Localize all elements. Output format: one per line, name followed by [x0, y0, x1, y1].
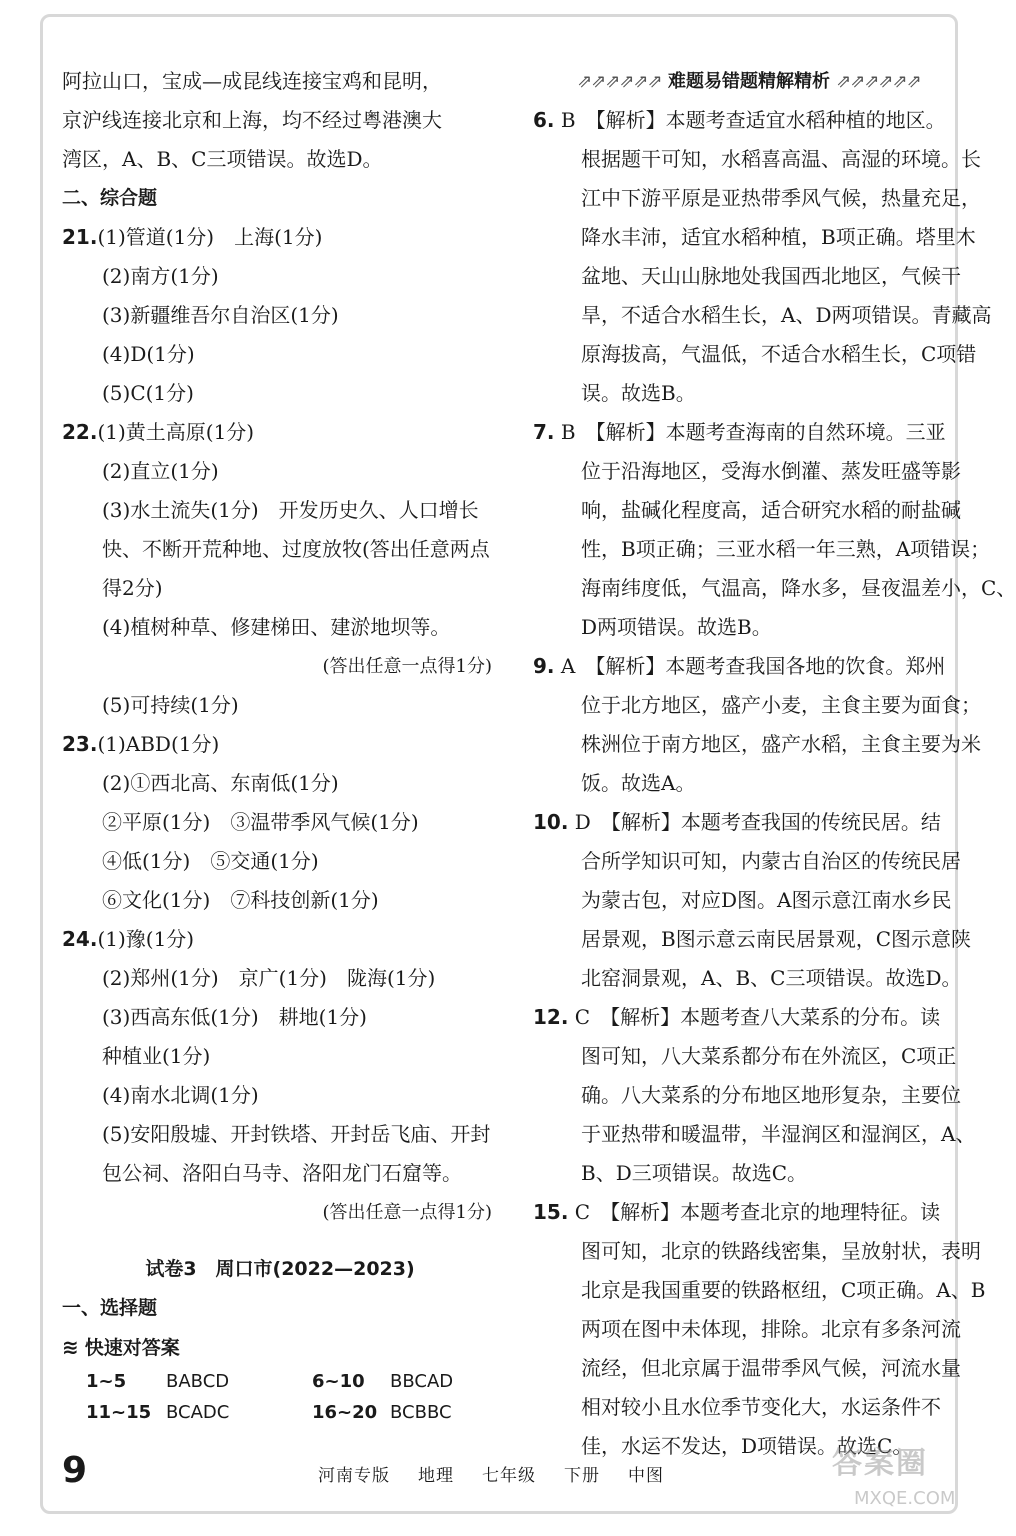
answer-range: 6~10 — [312, 1371, 365, 1392]
explanation-line: 饭。故选A。 — [581, 771, 696, 795]
answer-line: (5)安阳殷墟、开封铁塔、开封岳飞庙、开封 — [102, 1122, 491, 1146]
explanation-line: 盆地、天山山脉地处我国西北地区，气候干 — [581, 264, 961, 288]
watermark-logo: 答案圈 — [832, 1446, 928, 1481]
explanation-line: 相对较小且水位季节变化大，水运条件不 — [581, 1395, 941, 1419]
explanation-line: B、D三项错误。故选C。 — [581, 1161, 808, 1185]
question-number: 24. — [62, 927, 98, 951]
question-number: 22. — [62, 420, 98, 444]
explanation-line: 响，盐碱化程度高，适合研究水稻的耐盐碱 — [581, 498, 961, 522]
answer-line: (3)新疆维吾尔自治区(1分) — [102, 303, 339, 327]
explanation-line: 位于北方地区，盛产小麦，主食主要为面食； — [581, 693, 981, 717]
answer-line: (3)西高东低(1分) 耕地(1分) — [102, 1005, 367, 1029]
answer-line: 得2分) — [102, 576, 163, 600]
answer-line: (2)①西北高、东南低(1分) — [102, 771, 339, 795]
explanation-line: 江中下游平原是亚热带季风气候，热量充足， — [581, 186, 981, 210]
answer-line: ④低(1分) ⑤交通(1分) — [102, 849, 319, 873]
answer-line: 种植业(1分) — [102, 1044, 211, 1068]
explanation-12: 12. C 【解析】本题考查八大菜系的分布。读 — [533, 1005, 941, 1029]
answer-line: (4)植树种草、修建梯田、建淤地坝等。 — [102, 615, 451, 639]
answer-line: (2)郑州(1分) 京广(1分) 陇海(1分) — [102, 966, 436, 990]
answer-line: ⑥文化(1分) ⑦科技创新(1分) — [102, 888, 379, 912]
explanation-line: 根据题干可知，水稻喜高温、高湿的环境。长 — [581, 147, 981, 171]
answer-value: BCADC — [166, 1402, 230, 1423]
question-number: 21. — [62, 225, 98, 249]
explanation-line: 两项在图中未体现，排除。北京有多条河流 — [581, 1317, 961, 1341]
question-number: 6. — [533, 108, 555, 132]
answer-line: (5)可持续(1分) — [102, 693, 239, 717]
explanation-line: 居景观，B图示意云南民居景观，C图示意陕 — [581, 927, 971, 951]
question-number: 9. — [533, 654, 555, 678]
scoring-note: (答出任意一点得1分) — [322, 656, 492, 677]
question-21: 21.(1)管道(1分) 上海(1分) — [62, 225, 323, 249]
answer-range: 11~15 — [86, 1402, 152, 1423]
explanation-line: 海南纬度低，气温高，降水多，昼夜温差小，C、 — [581, 576, 1016, 600]
answer-range: 1~5 — [86, 1371, 127, 1392]
explanation-line: 图可知，八大菜系都分布在外流区，C项正 — [581, 1044, 957, 1068]
section-title-comprehensive: 二、综合题 — [62, 187, 158, 209]
explanation-line: 降水丰沛，适宜水稻种植，B项正确。塔里木 — [581, 225, 976, 249]
intro-line: 阿拉山口，宝成—成昆线连接宝鸡和昆明， — [62, 69, 442, 93]
answer-line: (5)C(1分) — [102, 381, 194, 405]
question-22: 22.(1)黄土高原(1分) — [62, 420, 255, 444]
question-number: 10. — [533, 810, 569, 834]
footer-info — [318, 1461, 692, 1486]
explanation-line: 性，B项正确；三亚水稻一年三熟，A项错误； — [581, 537, 991, 561]
footer-publisher: 中图 — [628, 1466, 664, 1486]
explanation-line: 流经，但北京属于温带季风气候，河流水量 — [581, 1356, 961, 1380]
slash-deco-icon: ⇗⇗⇗⇗⇗⇗ — [577, 71, 662, 92]
answer-line: (2)南方(1分) — [102, 264, 219, 288]
footer-subject: 地理 — [418, 1466, 454, 1486]
answer-value: BBCAD — [390, 1371, 454, 1392]
explanation-15: 15. C 【解析】本题考查北京的地理特征。读 — [533, 1200, 941, 1224]
slash-deco-icon: ⇗⇗⇗⇗⇗⇗ — [836, 71, 921, 92]
explanation-line: 株洲位于南方地区，盛产水稻，主食主要为米 — [581, 732, 981, 756]
answer-line: ②平原(1分) ③温带季风气候(1分) — [102, 810, 419, 834]
explanation-line: 原海拔高，气温低，不适合水稻生长，C项错 — [581, 342, 977, 366]
explanation-line: 图可知，北京的铁路线密集，呈放射状，表明 — [581, 1239, 981, 1263]
quick-answer-header: ≋ 快速对答案 — [62, 1335, 180, 1359]
intro-line: 京沪线连接北京和上海，均不经过粤港澳大 — [62, 108, 442, 132]
question-number: 12. — [533, 1005, 569, 1029]
footer-grade: 七年级 — [482, 1466, 536, 1486]
explanation-10: 10. D 【解析】本题考查我国的传统民居。结 — [533, 810, 941, 834]
scoring-note: (答出任意一点得1分) — [322, 1202, 492, 1223]
watermark-site: MXQE.COM — [854, 1488, 956, 1509]
answer-value: BABCD — [166, 1371, 230, 1392]
explanation-9: 9. A 【解析】本题考查我国各地的饮食。郑州 — [533, 654, 946, 678]
explanation-line: 于亚热带和暖温带，半湿润区和湿润区，A、 — [581, 1122, 976, 1146]
answer-line: (3)水土流失(1分) 开发历史久、人口增长 — [102, 498, 479, 522]
question-number: 23. — [62, 732, 98, 756]
answer-line: (2)直立(1分) — [102, 459, 219, 483]
explanation-6: 6. B 【解析】本题考查适宜水稻种植的地区。 — [533, 108, 946, 132]
section-title-choice: 一、选择题 — [62, 1297, 158, 1319]
left-column — [62, 62, 498, 1431]
wave-lines-icon: ≋ — [62, 1335, 79, 1359]
footer-edition: 河南专版 — [318, 1466, 390, 1486]
question-number: 15. — [533, 1200, 569, 1224]
quick-answer-grid — [62, 1367, 498, 1431]
explanation-line: 误。故选B。 — [581, 381, 696, 405]
explanation-line: 确。八大菜系的分布地区地形复杂，主要位 — [581, 1083, 961, 1107]
explanation-line: 合所学知识可知，内蒙古自治区的传统民居 — [581, 849, 961, 873]
explanation-line: 北窑洞景观，A、B、C三项错误。故选D。 — [581, 966, 962, 990]
question-23: 23.(1)ABD(1分) — [62, 732, 220, 756]
answer-line: (4)D(1分) — [102, 342, 195, 366]
explanation-line: D两项错误。故选B。 — [581, 615, 772, 639]
question-number: 7. — [533, 420, 555, 444]
section-banner: ⇗⇗⇗⇗⇗⇗ 难题易错题精解精析 ⇗⇗⇗⇗⇗⇗ — [577, 71, 921, 92]
answer-line: 包公祠、洛阳白马寺、洛阳龙门石窟等。 — [102, 1161, 462, 1185]
explanation-line: 北京是我国重要的铁路枢纽，C项正确。A、B — [581, 1278, 986, 1302]
answer-value: BCBBC — [390, 1402, 452, 1423]
page-number: 9 — [62, 1450, 88, 1491]
footer-term: 下册 — [564, 1466, 600, 1486]
watermark — [832, 1438, 972, 1528]
right-column — [533, 62, 1016, 1466]
explanation-line: 位于沿海地区，受海水倒灌、蒸发旺盛等影 — [581, 459, 961, 483]
explanation-line: 为蒙古包，对应D图。A图示意江南水乡民 — [581, 888, 952, 912]
intro-line: 湾区，A、B、C三项错误。故选D。 — [62, 147, 383, 171]
answer-line: (4)南水北调(1分) — [102, 1083, 259, 1107]
question-24: 24.(1)豫(1分) — [62, 927, 195, 951]
answer-range: 16~20 — [312, 1402, 378, 1423]
explanation-line: 佳，水运不发达，D项错误。故选C。 — [581, 1434, 913, 1458]
answer-line: 快、不断开荒种地、过度放牧(答出任意两点 — [102, 537, 490, 561]
explanation-line: 旱，不适合水稻生长，A、D两项错误。青藏高 — [581, 303, 992, 327]
explanation-7: 7. B 【解析】本题考查海南的自然环境。三亚 — [533, 420, 946, 444]
paper-title: 试卷3 周口市(2022—2023) — [145, 1258, 415, 1280]
